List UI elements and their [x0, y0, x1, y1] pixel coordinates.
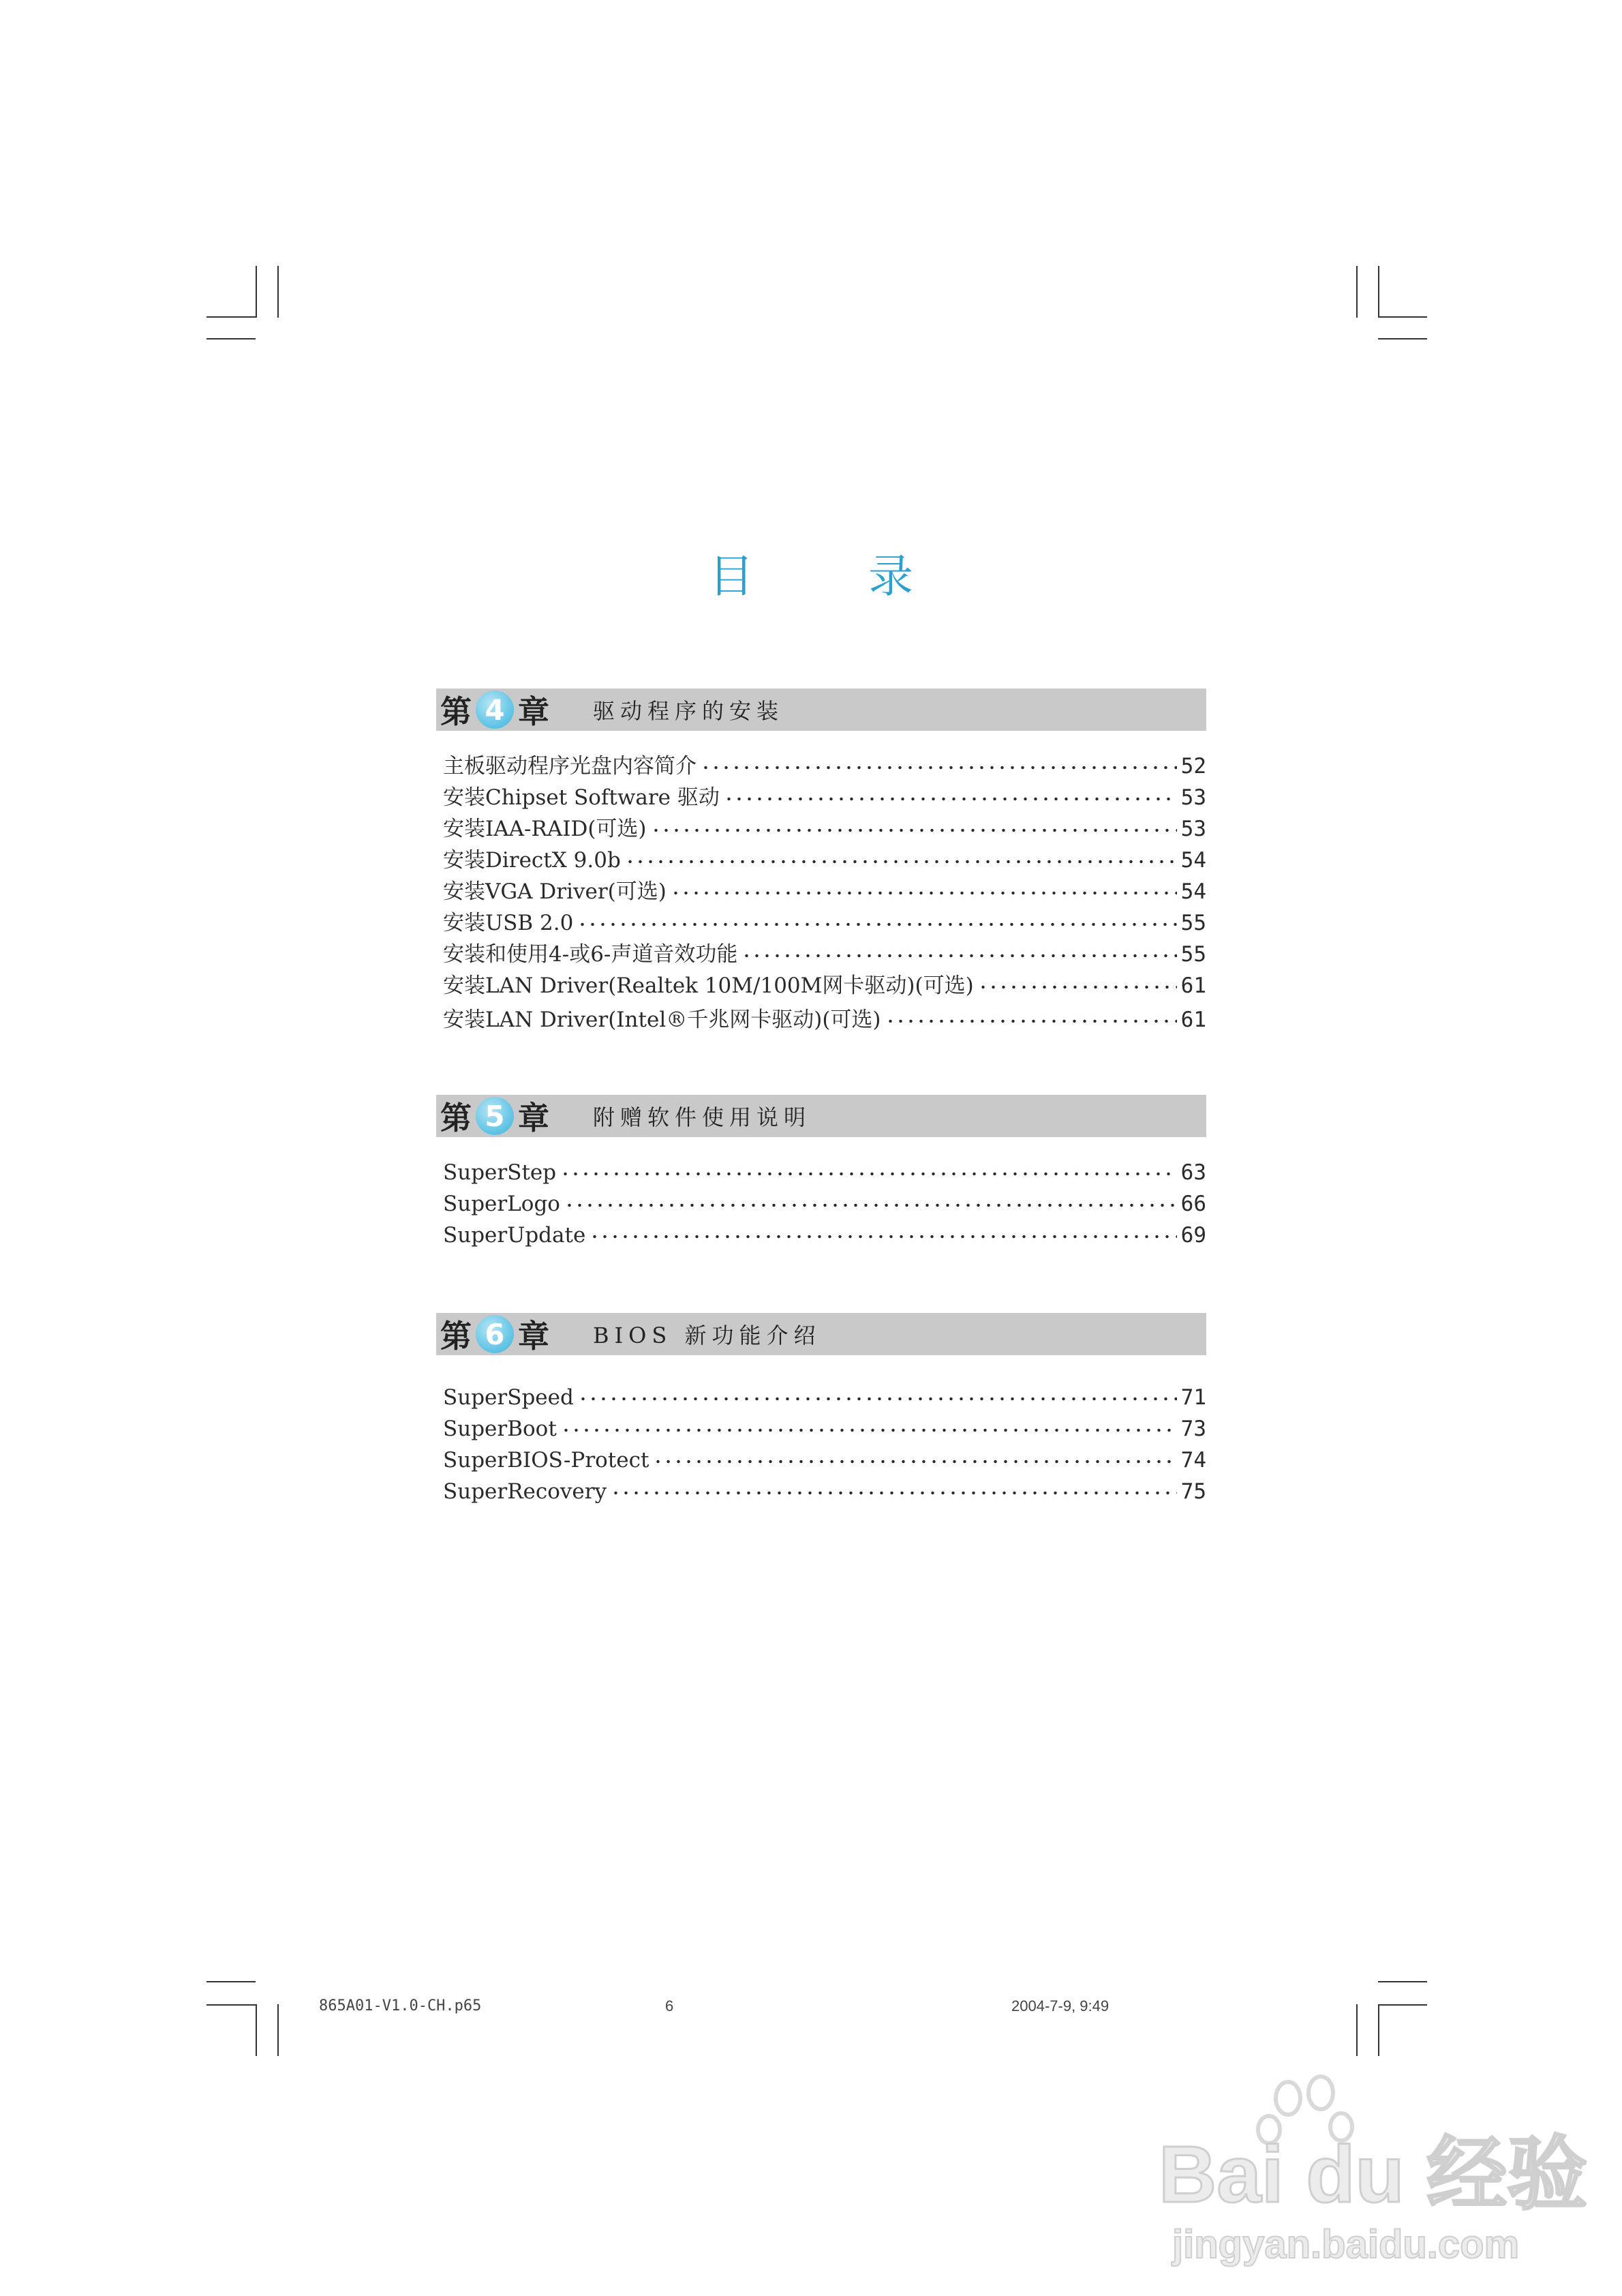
toc-leader-dots [701, 749, 1177, 773]
crop-mark [1378, 1981, 1427, 1982]
watermark-url: jingyan.baidu.com [1172, 2222, 1520, 2267]
chapter-header-6 [436, 1313, 1206, 1355]
page-title [0, 540, 1622, 605]
chapter-number-badge: 4 [476, 691, 514, 729]
toc-entry[interactable] [443, 1218, 1206, 1249]
toc-entry-label: 安装IAA-RAID(可选) [443, 817, 647, 841]
toc-entry-page: 55 [1180, 942, 1206, 967]
toc-entry-label: 安装USB 2.0 [443, 911, 574, 935]
chapter-di: 第 [440, 693, 472, 730]
toc-entry-page: 53 [1180, 817, 1206, 841]
chapter-title: BIOS 新功能介绍 [593, 1323, 821, 1348]
toc-entry-label: 安装DirectX 9.0b [443, 848, 621, 873]
toc-entry-label: 安装VGA Driver(可选) [443, 879, 667, 904]
crop-mark [206, 1981, 256, 1982]
toc-entry-label: SuperUpdate [443, 1223, 586, 1248]
toc-entry-page: 54 [1180, 879, 1206, 904]
toc-list-chapter-6 [443, 1380, 1206, 1505]
toc-entry-label: SuperRecovery [443, 1479, 607, 1504]
toc-leader-dots [724, 780, 1177, 804]
toc-entry[interactable] [443, 1002, 1206, 1036]
toc-leader-dots [653, 1442, 1176, 1467]
footer-datetime: 2004-7-9, 9:49 [1011, 1997, 1110, 2014]
chapter-number-badge: 5 [476, 1097, 514, 1135]
chapter-zhang: 章 [518, 1100, 549, 1136]
toc-leader-dots [671, 874, 1177, 898]
toc-entry-page: 54 [1180, 848, 1206, 873]
chapter-header-5 [436, 1095, 1206, 1137]
crop-mark [256, 2004, 257, 2056]
toc-entry-page: 66 [1180, 1192, 1206, 1216]
toc-leader-dots [578, 1380, 1177, 1404]
toc-entry-page: 61 [1180, 973, 1206, 998]
toc-leader-dots [611, 1474, 1177, 1498]
crop-mark [206, 316, 256, 318]
toc-leader-dots [561, 1411, 1177, 1436]
toc-leader-dots [625, 843, 1177, 867]
toc-entry-label: SuperSpeed [443, 1385, 574, 1410]
toc-entry[interactable] [443, 874, 1206, 905]
title-char-1: 目 [709, 550, 754, 603]
toc-entry[interactable] [443, 1155, 1206, 1186]
toc-entry[interactable] [443, 1411, 1206, 1442]
chapter-zhang: 章 [518, 1318, 549, 1355]
toc-entry[interactable] [443, 1380, 1206, 1411]
toc-entry-page: 71 [1180, 1385, 1206, 1410]
toc-entry-label: SuperBIOS-Protect [443, 1448, 649, 1472]
watermark-logo-text: Bai du 经验 [1159, 2130, 1588, 2220]
toc-entry[interactable] [443, 1442, 1206, 1474]
crop-mark [1378, 2004, 1379, 2056]
toc-entry-label: 安装LAN Driver(Realtek 10M/100M网卡驱动)(可选) [443, 973, 974, 998]
crop-mark [1378, 316, 1427, 318]
chapter-title: 驱动程序的安装 [593, 698, 784, 724]
toc-leader-dots [978, 968, 1177, 993]
crop-mark [256, 266, 257, 318]
toc-entry-label: SuperStep [443, 1160, 557, 1185]
toc-entry-label: 主板驱动程序光盘内容简介 [443, 754, 697, 779]
toc-entry-page: 61 [1180, 1008, 1206, 1032]
title-char-2: 录 [868, 550, 913, 603]
footer-filename: 865A01-V1.0-CH.p65 [319, 1997, 482, 2014]
toc-entry[interactable] [443, 1186, 1206, 1218]
toc-entry-label: 安装Chipset Software 驱动 [443, 785, 720, 810]
toc-entry-page: 69 [1180, 1223, 1206, 1248]
toc-entry[interactable] [443, 905, 1206, 937]
crop-mark [277, 2004, 279, 2056]
crop-mark [206, 338, 256, 339]
crop-mark [1378, 266, 1379, 318]
toc-list-chapter-4 [443, 749, 1206, 1036]
toc-entry-page: 55 [1180, 911, 1206, 935]
crop-mark [1356, 2004, 1358, 2056]
toc-entry[interactable] [443, 749, 1206, 780]
chapter-header-4 [436, 689, 1206, 731]
toc-entry[interactable] [443, 968, 1206, 1002]
toc-entry-label: 安装LAN Driver(Intel®千兆网卡驱动)(可选) [443, 1008, 881, 1032]
toc-leader-dots [651, 811, 1177, 836]
crop-mark [1356, 266, 1358, 318]
toc-entry[interactable] [443, 843, 1206, 874]
crop-mark [1378, 2004, 1427, 2006]
toc-leader-dots [560, 1155, 1177, 1179]
toc-entry-page: 74 [1180, 1448, 1206, 1472]
toc-entry[interactable] [443, 1474, 1206, 1505]
toc-entry[interactable] [443, 780, 1206, 811]
toc-leader-dots [564, 1186, 1177, 1211]
toc-list-chapter-5 [443, 1155, 1206, 1249]
toc-entry-label: SuperBoot [443, 1417, 557, 1441]
footer-page-number: 6 [665, 1997, 674, 2014]
toc-entry[interactable] [443, 811, 1206, 843]
crop-mark [277, 266, 279, 318]
chapter-number-badge: 6 [476, 1315, 514, 1353]
toc-entry-label: 安装和使用4-或6-声道音效功能 [443, 942, 738, 967]
chapter-di: 第 [440, 1100, 472, 1136]
toc-entry-label: SuperLogo [443, 1192, 560, 1216]
toc-entry-page: 53 [1180, 785, 1206, 810]
toc-entry-page: 73 [1180, 1417, 1206, 1441]
toc-leader-dots [741, 937, 1176, 961]
crop-mark [1378, 338, 1427, 339]
baidu-jingyan-watermark [1152, 2072, 1588, 2270]
toc-leader-dots [885, 1002, 1177, 1027]
chapter-zhang: 章 [518, 693, 549, 730]
toc-entry-page: 52 [1180, 754, 1206, 779]
chapter-di: 第 [440, 1318, 472, 1355]
toc-entry-page: 75 [1180, 1479, 1206, 1504]
toc-entry-page: 63 [1180, 1160, 1206, 1185]
toc-leader-dots [577, 905, 1176, 930]
crop-mark [206, 2004, 256, 2006]
chapter-title: 附赠软件使用说明 [593, 1104, 812, 1130]
toc-leader-dots [590, 1218, 1176, 1242]
toc-entry[interactable] [443, 937, 1206, 968]
